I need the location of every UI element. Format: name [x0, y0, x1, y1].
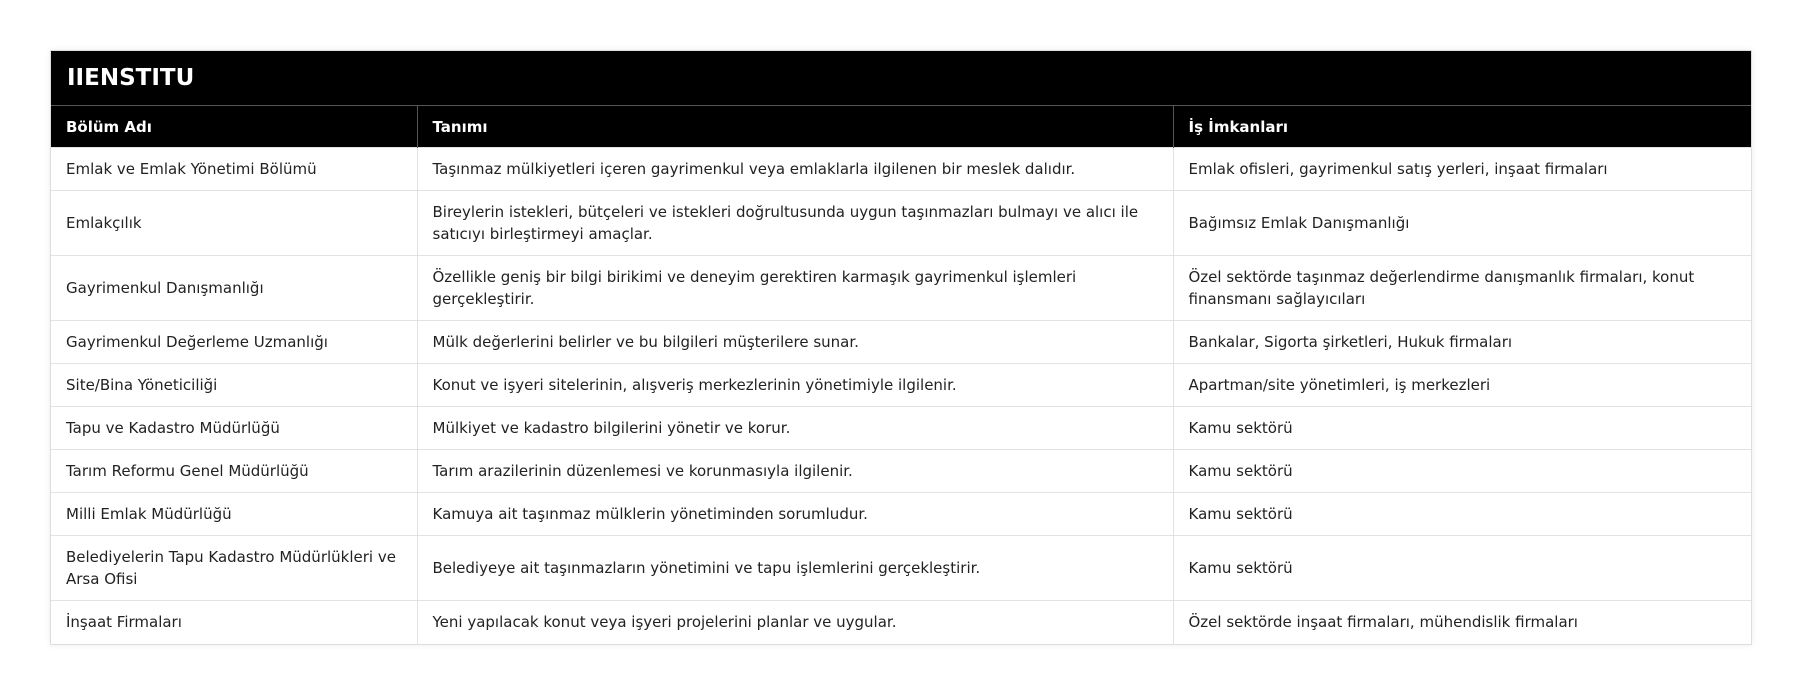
cell-name: Milli Emlak Müdürlüğü — [51, 493, 417, 536]
cell-jobs: Bankalar, Sigorta şirketleri, Hukuk firmaları — [1173, 321, 1751, 364]
table-row — [51, 601, 1751, 644]
cell-description: Kamuya ait taşınmaz mülklerin yönetiminden sorumludur. — [417, 493, 1173, 536]
cell-description: Tarım arazilerinin düzenlemesi ve korunmasıyla ilgilenir. — [417, 450, 1173, 493]
table-body — [51, 148, 1751, 644]
cell-name: Site/Bina Yöneticiliği — [51, 364, 417, 407]
table-row — [51, 364, 1751, 407]
cell-jobs: Kamu sektörü — [1173, 493, 1751, 536]
table-row — [51, 191, 1751, 256]
cell-name: Emlakçılık — [51, 191, 417, 256]
table-row — [51, 450, 1751, 493]
table-row — [51, 256, 1751, 321]
table-row — [51, 493, 1751, 536]
table-row — [51, 407, 1751, 450]
table-row — [51, 148, 1751, 191]
cell-jobs: Apartman/site yönetimleri, iş merkezleri — [1173, 364, 1751, 407]
cell-jobs: Özel sektörde taşınmaz değerlendirme danışmanlık firmaları, konut finansmanı sağlayıcıları — [1173, 256, 1751, 321]
brand-title: IIENSTITU — [51, 51, 1751, 105]
cell-jobs: Kamu sektörü — [1173, 450, 1751, 493]
table-row — [51, 536, 1751, 601]
cell-jobs: Özel sektörde inşaat firmaları, mühendislik firmaları — [1173, 601, 1751, 644]
cell-name: İnşaat Firmaları — [51, 601, 417, 644]
cell-description: Taşınmaz mülkiyetleri içeren gayrimenkul veya emlaklarla ilgilenen bir meslek dalıdır. — [417, 148, 1173, 191]
cell-name: Tarım Reformu Genel Müdürlüğü — [51, 450, 417, 493]
cell-jobs: Emlak ofisleri, gayrimenkul satış yerleri, inşaat firmaları — [1173, 148, 1751, 191]
cell-name: Emlak ve Emlak Yönetimi Bölümü — [51, 148, 417, 191]
column-header-description: Tanımı — [417, 106, 1173, 148]
cell-description: Özellikle geniş bir bilgi birikimi ve deneyim gerektiren karmaşık gayrimenkul işlemleri gerçekleştirir. — [417, 256, 1173, 321]
table-card — [50, 50, 1752, 645]
table-row — [51, 321, 1751, 364]
cell-name: Gayrimenkul Danışmanlığı — [51, 256, 417, 321]
cell-name: Gayrimenkul Değerleme Uzmanlığı — [51, 321, 417, 364]
cell-description: Yeni yapılacak konut veya işyeri projelerini planlar ve uygular. — [417, 601, 1173, 644]
cell-description: Bireylerin istekleri, bütçeleri ve istekleri doğrultusunda uygun taşınmazları bulmayı ve alıcı ile satıcıyı birleştirmeyi amaçlar. — [417, 191, 1173, 256]
cell-name: Tapu ve Kadastro Müdürlüğü — [51, 407, 417, 450]
cell-jobs: Bağımsız Emlak Danışmanlığı — [1173, 191, 1751, 256]
cell-jobs: Kamu sektörü — [1173, 536, 1751, 601]
cell-description: Mülkiyet ve kadastro bilgilerini yönetir ve korur. — [417, 407, 1173, 450]
departments-table — [51, 105, 1751, 644]
column-header-name: Bölüm Adı — [51, 106, 417, 148]
cell-description: Belediyeye ait taşınmazların yönetimini ve tapu işlemlerini gerçekleştirir. — [417, 536, 1173, 601]
cell-description: Konut ve işyeri sitelerinin, alışveriş merkezlerinin yönetimiyle ilgilenir. — [417, 364, 1173, 407]
cell-jobs: Kamu sektörü — [1173, 407, 1751, 450]
column-header-jobs: İş İmkanları — [1173, 106, 1751, 148]
cell-name: Belediyelerin Tapu Kadastro Müdürlükleri ve Arsa Ofisi — [51, 536, 417, 601]
cell-description: Mülk değerlerini belirler ve bu bilgileri müşterilere sunar. — [417, 321, 1173, 364]
table-header — [51, 106, 1751, 148]
